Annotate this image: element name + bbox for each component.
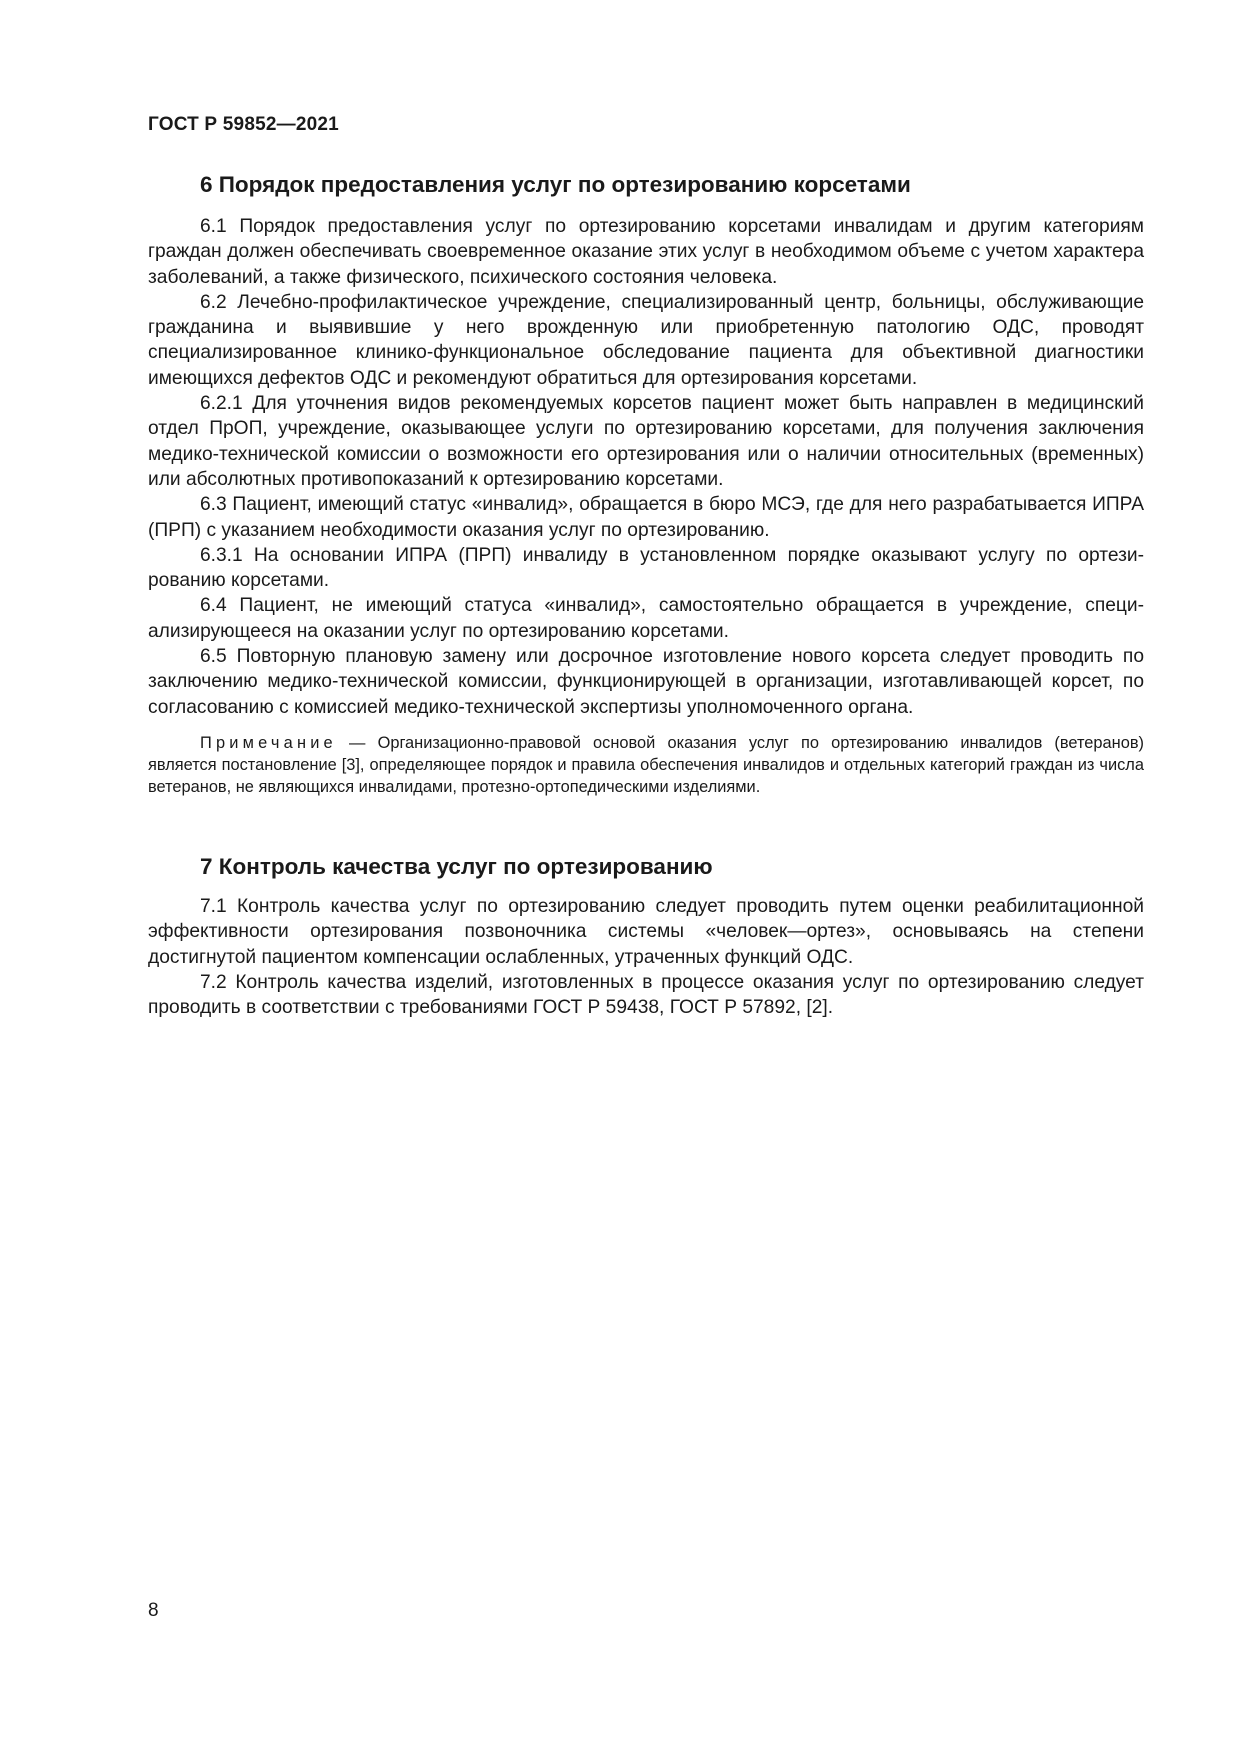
- paragraph-6-1: 6.1 Порядок предоставления услуг по ортезированию корсетами инвалидам и другим категориям граждан должен обеспечивать своевременное оказание этих услуг в необходимом объеме с учетом характера заболеваний, а также физического, психического состояния человека.: [148, 216, 1144, 288]
- document-id-header: ГОСТ Р 59852—2021: [148, 114, 339, 135]
- note-text: — Организационно-правовой основой оказания услуг по ортезированию инвалидов (ветеранов) является постановление [3], определяющее порядок и правила обеспечения инвалидов и отдельных категорий граждан из числа ветеранов, не являющихся инвалидами, протезно-ортопедическими изделиями.: [148, 733, 1144, 796]
- paragraph-7-1: 7.1 Контроль качества услуг по ортезированию следует проводить путем оценки реабилитационной эффективности ортезирования позвоночника системы «человек—ортез», основываясь на степени достигнутой пациентом компенсации ослабленных, утраченных функций ОДС.: [148, 895, 1144, 968]
- paragraph-6-3-1: 6.3.1 На основании ИПРА (ПРП) инвалиду в установленном порядке оказывают услугу по ортезированию корсетами.: [148, 544, 1144, 592]
- paragraph-6-4: 6.4 Пациент, не имеющий статуса «инвалид», самостоятельно обращается в учреждение, специализирующееся на оказании услуг по ортезированию корсетами.: [148, 595, 1144, 642]
- paragraph-6-2: 6.2 Лечебно-профилактическое учреждение, специализированный центр, больницы, обслуживающие гражданина и выявившие у него врожденную или приобретенную патологию ОДС, проводят специализированное клинико-функциональное обследование пациента для объективной диагностики имеющихся дефектов ОДС и рекомендуют обратиться для ортезирования корсетами.: [148, 291, 1144, 389]
- paragraph-6-5: 6.5 Повторную плановую замену или досрочное изготовление нового корсета следует проводить по заключению медико-технической комиссии, функционирующей в организации, изготавливающей корсет, по согласованию с комиссией медико-технической экспертизы уполномоченного органа.: [148, 646, 1144, 718]
- note: [148, 732, 1144, 798]
- document-body: [148, 170, 1144, 1020]
- paragraph-7-2: 7.2 Контроль качества изделий, изготовленных в процессе оказания услуг по ортезированию следует проводить в соответствии с требованиями ГОСТ Р 59438, ГОСТ Р 57892, [2].: [148, 971, 1144, 1019]
- paragraph-6-3: 6.3 Пациент, имеющий статус «инвалид», обращается в бюро МСЭ, где для него разрабатывается ИПРА (ПРП) с указанием необходимости оказания услуг по ортезированию.: [148, 494, 1144, 541]
- paragraph-6-2-1: 6.2.1 Для уточнения видов рекомендуемых корсетов пациент может быть направлен в медицинский отдел ПрОП, учреждение, оказывающее услуги по ортезированию корсетами, для получения заключения медико-технической комиссии о возможности его ортезирования или о наличии относительных (временных) или абсолютных противопоказаний к ортезированию корсетами.: [148, 393, 1144, 490]
- note-label: Примечание: [200, 733, 337, 752]
- section-6-heading: 6 Порядок предоставления услуг по ортезированию корсетами: [200, 172, 911, 197]
- page-number: 8: [148, 1600, 159, 1621]
- section-7-heading: 7 Контроль качества услуг по ортезированию: [200, 853, 713, 879]
